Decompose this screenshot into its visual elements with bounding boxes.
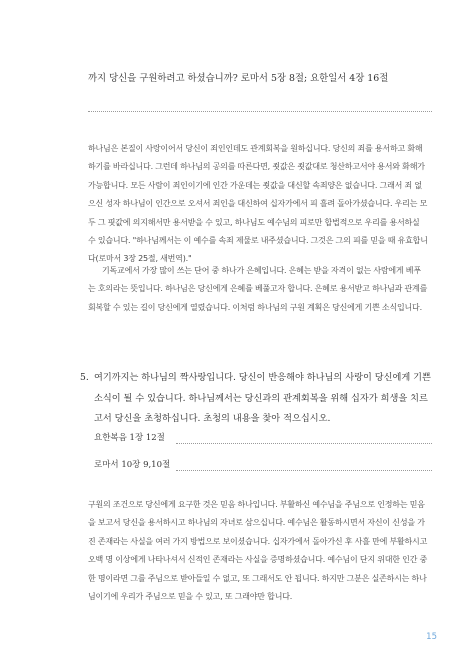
- paragraph-faith: 구원의 조건으로 당신에게 요구한 것은 믿음 하나입니다. 부활하신 예수님을 주님으로 인정하는 믿음을 보고서 당신을 용서하시고 하나님의 자녀로 삼으십니다. 예수님은 활동하시면서 자신이 신성을 가진 존재라는 사실을 여러 가지 방법으로 보이셨습니다. 십자가에서 돌아가신 후 사흘 만에 부활하시고 오백 명 이상에게 나타나셔서 신적인 존재라는 사실을 증명하셨습니다. 예수님이 단지 위대한 인간 중 한 명이라면 그를 주님으로 받아들일 수 없고, 또 그래서도 안 됩니다. 하지만 그분은 실존하시는 하나님이기에 우리가 주님으로 믿을 수 있고, 또 그래야만 합니다.: [88, 500, 428, 602]
- answer-line-1: [88, 111, 432, 112]
- top-question: 까지 당신을 구원하려고 하셨습니까? 로마서 5장 8절; 요한일서 4장 16절: [88, 73, 389, 84]
- question-number: 5.: [80, 372, 89, 383]
- ref-john: 요한복음 1장 12절: [94, 433, 165, 443]
- answer-line-john: [176, 443, 432, 444]
- answer-line-romans: [176, 470, 432, 471]
- question-text: 여기까지는 하나님의 짝사랑입니다. 당신이 반응해야 하나님의 사랑이 당신에게 기쁜 소식이 될 수 있습니다. 하나님께서는 당신과의 관계회복을 위해 십자가 희생을 치르고서 당신을 초청하십니다. 초청의 내용을 찾아 적으십시오.: [94, 372, 431, 424]
- question-5: [80, 368, 432, 430]
- paragraph-grace: 기독교에서 가장 많이 쓰는 단어 중 하나가 은혜입니다. 은혜는 받을 자격이 없는 사람에게 베푸는 호의라는 뜻입니다. 하나님은 당신에게 은혜를 베풀고자 합니다. 은혜로 용서받고 하나님과 관계를 회복할 수 있는 길이 당신에게 열렸습니다. 이처럼 하나님의 구원 계획은 당신에게 기쁜 소식입니다.: [88, 266, 428, 312]
- paragraph-salvation: 하나님은 본질이 사랑이어서 당신이 죄인인데도 관계회복을 원하십니다. 당신의 죄를 용서하고 화해하기를 바라십니다. 그런데 하나님의 공의를 따른다면, 죗값은 죗값대로 청산하고서야 용서와 화해가 가능합니다. 모든 사람이 죄인이기에 인간 가운데는 죗값을 대신할 속죄양은 없습니다. 그래서 죄 없으신 성자 하나님이 인간으로 오셔서 죄인을 대신하여 십자가에서 피 흘려 돌아가셨습니다. 우리는 모두 그 핏값에 의지해서만 용서받을 수 있고, 하나님도 예수님의 피로만 합법적으로 우리를 용서하실 수 있습니다. "하나님께서는 이 예수를 속죄 제물로 내주셨습니다. 그것은 그의 피를 믿을 때 유효합니다(로마서 3장 25절, 새번역).": [88, 144, 428, 264]
- page-number: 15: [426, 632, 437, 642]
- ref-romans: 로마서 10장 9,10절: [94, 460, 171, 470]
